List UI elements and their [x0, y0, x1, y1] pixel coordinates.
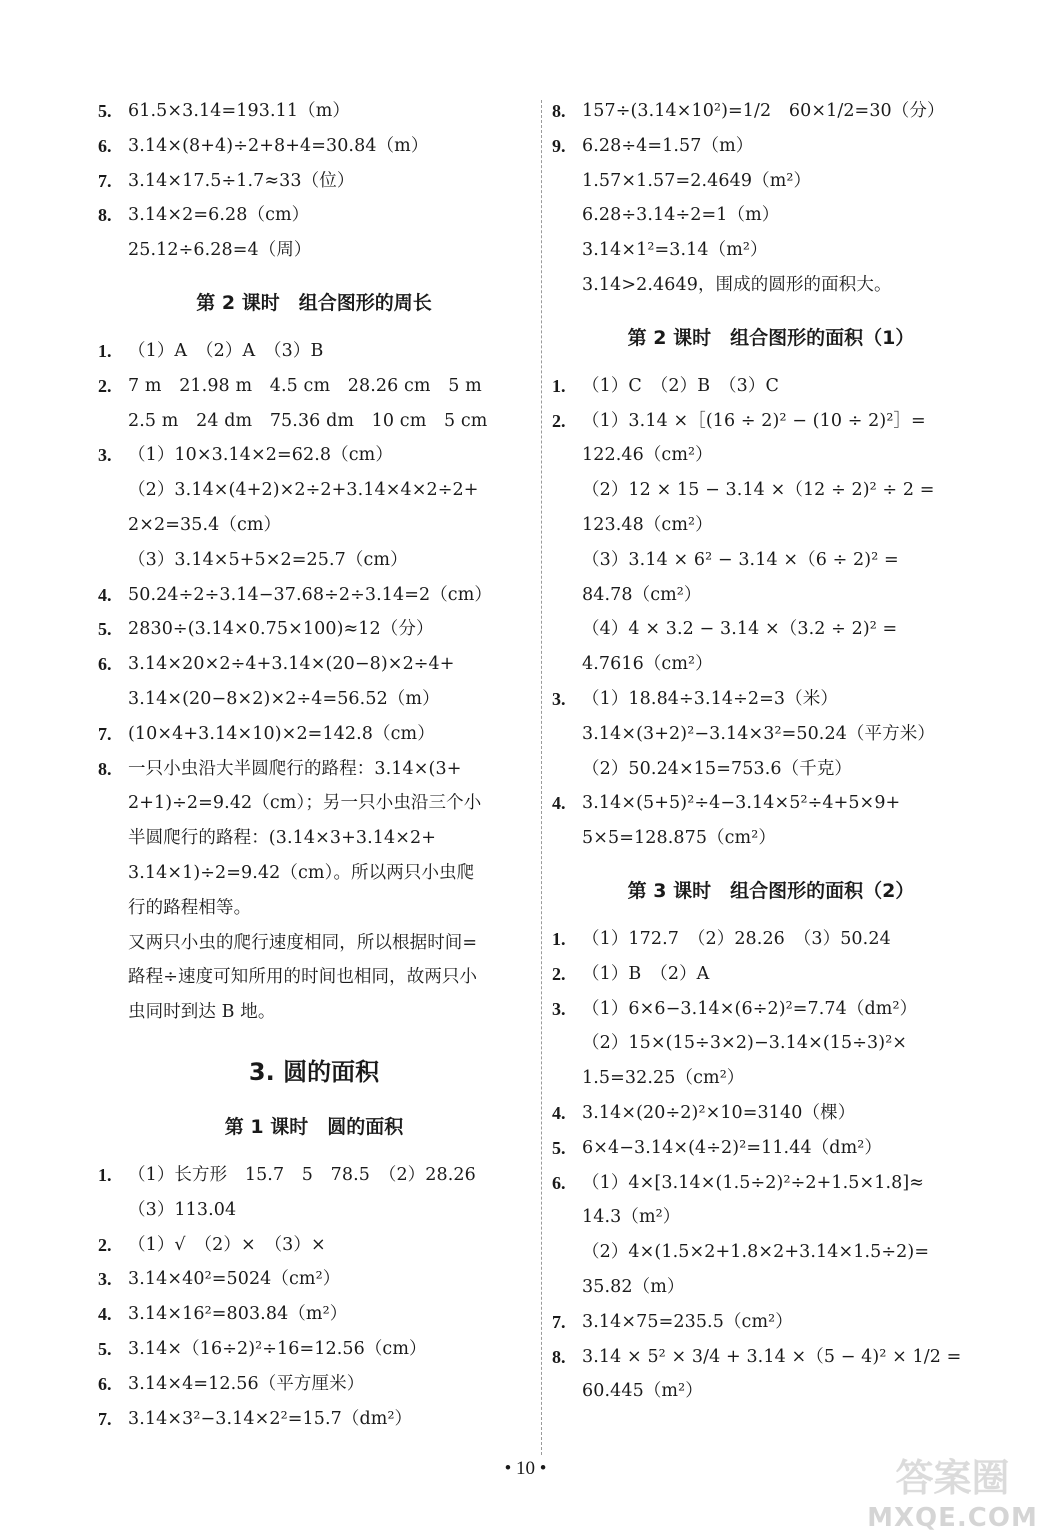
- answer-line: 2+1)÷2=9.42（cm）；另一只小虫沿三个小: [128, 793, 482, 814]
- answer-line: 61.5×3.14=193.11（m）: [128, 101, 350, 121]
- answer-number: 5.: [98, 619, 112, 640]
- answer-lines: [582, 369, 990, 404]
- answer-number: 2.: [98, 1234, 112, 1255]
- answer-line: 3.14>2.4649，围成的圆形的面积大。: [582, 274, 892, 295]
- answer-line: 3.14×75=235.5（cm²）: [582, 1311, 793, 1332]
- answer-line: （1）B （2）A: [582, 963, 710, 984]
- answer-line: 123.48（cm²）: [582, 514, 713, 535]
- answer-item: [98, 334, 530, 369]
- answer-number: 6.: [98, 135, 112, 156]
- answer-lines: [128, 1367, 530, 1402]
- column-divider: [541, 100, 542, 1455]
- answer-number: 1.: [552, 928, 566, 949]
- right-column: [552, 94, 990, 1409]
- answer-line: (10×4+3.14×10)×2=142.8（cm）: [128, 723, 435, 744]
- answer-item: [98, 164, 530, 199]
- answer-number: 5.: [98, 1338, 112, 1359]
- answer-line: 一只小虫沿大半圆爬行的路程：3.14×(3+: [128, 758, 462, 779]
- answer-number: 8.: [98, 205, 112, 226]
- answer-item: [98, 1367, 530, 1402]
- answer-line: （3）113.04: [128, 1199, 237, 1220]
- answer-number: 6.: [552, 1172, 566, 1193]
- answer-line: 122.46（cm²）: [582, 445, 713, 466]
- answer-line: （1）6×6−3.14×(6÷2)²=7.74（dm²）: [582, 998, 918, 1019]
- answer-lines: [582, 992, 990, 1096]
- answer-number: 8.: [552, 101, 566, 121]
- section-heading-composite-area-2: 第 3 课时 组合图形的面积（2）: [627, 879, 915, 902]
- answer-line: 6×4−3.14×(4÷2)²=11.44（dm²）: [582, 1137, 882, 1158]
- left-column: [98, 94, 530, 1436]
- answer-lines: [582, 94, 990, 129]
- answer-item: [98, 647, 530, 717]
- answer-line: 3.14×(5+5)²÷4−3.14×5²÷4+5×9+: [582, 793, 901, 814]
- answer-item: [98, 1262, 530, 1297]
- answer-line: 3.14×(20÷2)²×10=3140（棵）: [582, 1102, 856, 1123]
- answer-lines: [128, 1262, 530, 1297]
- answer-lines: [128, 1297, 530, 1332]
- answer-item: [98, 752, 530, 1030]
- answer-number: 7.: [552, 1311, 566, 1332]
- answer-number: 1.: [98, 1164, 112, 1185]
- answer-item: [552, 1340, 990, 1410]
- answer-line: 3.14×2=6.28（cm）: [128, 205, 310, 226]
- answer-line: 35.82（m）: [582, 1276, 685, 1297]
- answer-line: 60.445（m²）: [582, 1381, 703, 1402]
- answer-line: 3.14×17.5÷1.7≈33（位）: [128, 170, 355, 191]
- answer-number: 5.: [98, 101, 112, 121]
- watermark-text: MXQE.COM: [867, 1503, 1038, 1533]
- answer-line: （2）12 × 15 − 3.14 ×（12 ÷ 2)² ÷ 2 =: [582, 480, 935, 501]
- answer-lines: [128, 578, 530, 613]
- answer-line: 6.28÷4=1.57（m）: [582, 135, 754, 156]
- answer-line: （1）10×3.14×2=62.8（cm）: [128, 445, 393, 466]
- answer-lines: [582, 786, 990, 856]
- answer-line: 3.14×(8+4)÷2+8+4=30.84（m）: [128, 135, 429, 156]
- answer-line: 3.14×20×2÷4+3.14×(20−8)×2÷4+: [128, 654, 455, 675]
- answer-lines: [128, 164, 530, 199]
- answer-number: 3.: [98, 445, 112, 466]
- answer-line: （1）A （2）A （3）B: [128, 340, 324, 361]
- answer-line: 3.14×40²=5024（cm²）: [128, 1269, 341, 1290]
- answer-line: 半圆爬行的路程：(3.14×3+3.14×2+: [128, 828, 436, 849]
- answer-item: [552, 922, 990, 957]
- answer-number: 3.: [552, 688, 566, 709]
- answer-lines: [128, 612, 530, 647]
- answer-line: （4）4 × 3.2 − 3.14 ×（3.2 ÷ 2)² =: [582, 619, 898, 640]
- composite-area-2-items: [552, 922, 990, 1409]
- answer-line: 3.14×1)÷2=9.42（cm）。所以两只小虫爬: [128, 862, 475, 883]
- answer-line: （3）3.14×5+5×2=25.7（cm）: [128, 549, 408, 570]
- answer-lines: [128, 1158, 530, 1228]
- answer-number: 6.: [98, 1373, 112, 1394]
- answer-line: 50.24÷2÷3.14−37.68÷2÷3.14=2（cm）: [128, 584, 493, 605]
- answer-line: 2830÷(3.14×0.75×100)≈12（分）: [128, 619, 434, 640]
- answer-line: 又两只小虫的爬行速度相同，所以根据时间=: [128, 932, 478, 953]
- answer-item: [98, 1332, 530, 1367]
- answer-item: [98, 1158, 530, 1228]
- answer-lines: [582, 404, 990, 682]
- answer-lines: [582, 1166, 990, 1305]
- answer-item: [552, 1166, 990, 1305]
- answer-lines: [128, 1228, 530, 1263]
- answer-item: [98, 1297, 530, 1332]
- answer-lines: [128, 1332, 530, 1367]
- answer-item: [552, 1096, 990, 1131]
- answer-item: [98, 1228, 530, 1263]
- answer-number: 4.: [552, 1102, 566, 1123]
- answer-line: 6.28÷3.14÷2=1（m）: [582, 205, 780, 226]
- answer-number: 9.: [552, 135, 566, 156]
- answer-lines: [128, 369, 530, 439]
- answer-lines: [128, 94, 530, 129]
- answer-line: 虫同时到达 B 地。: [128, 1002, 276, 1023]
- answer-item: [552, 992, 990, 1096]
- answer-lines: [582, 1340, 990, 1410]
- answer-line: 3.14×3²−3.14×2²=15.7（dm²）: [128, 1408, 413, 1429]
- answer-line: 3.14×1²=3.14（m²）: [582, 240, 768, 261]
- answer-line: 2.5 m 24 dm 75.36 dm 10 cm 5 cm: [128, 410, 488, 431]
- answer-lines: [582, 922, 990, 957]
- answer-item: [552, 786, 990, 856]
- section-heading-perimeter: 第 2 课时 组合图形的周长: [196, 291, 432, 314]
- answer-number: 2.: [552, 410, 566, 431]
- right-top-items: [552, 94, 990, 303]
- answer-item: [552, 94, 990, 129]
- answer-item: [552, 369, 990, 404]
- answer-number: 3.: [98, 1269, 112, 1290]
- answer-line: 14.3（m²）: [582, 1207, 681, 1228]
- answer-item: [98, 198, 530, 268]
- answer-lines: [128, 647, 530, 717]
- answer-line: （1）√ （2）× （3）×: [128, 1234, 326, 1255]
- answer-lines: [128, 334, 530, 369]
- answer-item: [98, 1402, 530, 1437]
- answer-lines: [128, 717, 530, 752]
- perimeter-items: [98, 334, 530, 1030]
- answer-line: 3.14 × 5² × 3/4 + 3.14 ×（5 − 4)² × 1/2 =: [582, 1346, 962, 1367]
- answer-number: 5.: [552, 1137, 566, 1158]
- answer-line: （1）172.7 （2）28.26 （3）50.24: [582, 928, 891, 949]
- answer-lines: [582, 1131, 990, 1166]
- answer-number: 4.: [552, 793, 566, 814]
- answer-lines: [582, 957, 990, 992]
- answer-line: 3.14×4=12.56（平方厘米）: [128, 1373, 365, 1394]
- answer-line: 3.14×(3+2)²−3.14×3²=50.24（平方米）: [582, 723, 935, 744]
- answer-lines: [582, 682, 990, 786]
- answer-item: [98, 612, 530, 647]
- composite-area-1-items: [552, 369, 990, 856]
- answer-line: 路程÷速度可知所用的时间也相同，故两只小: [128, 967, 478, 988]
- answer-item: [552, 1131, 990, 1166]
- answer-line: （1）18.84÷3.14÷2=3（米）: [582, 688, 838, 709]
- answer-line: 5×5=128.875（cm²）: [582, 828, 776, 849]
- watermark-art: 答案圈: [895, 1456, 1010, 1500]
- answer-number: 8.: [98, 758, 112, 779]
- answer-number: 2.: [552, 963, 566, 984]
- answer-line: （1）长方形 15.7 5 78.5 （2）28.26: [128, 1164, 476, 1185]
- answer-line: 1.57×1.57=2.4649（m²）: [582, 170, 812, 191]
- answer-lines: [582, 1096, 990, 1131]
- answer-number: 2.: [98, 375, 112, 396]
- answer-line: （1）4×[3.14×(1.5÷2)²÷2+1.5×1.8]≈: [582, 1172, 925, 1193]
- circle-area-items: [98, 1158, 530, 1436]
- answer-lines: [128, 752, 530, 1030]
- answer-line: 3.14×16²=803.84（m²）: [128, 1304, 348, 1325]
- answer-line: 84.78（cm²）: [582, 584, 702, 605]
- answer-line: 4.7616（cm²）: [582, 654, 713, 675]
- answer-number: 1.: [98, 340, 112, 361]
- answer-line: 7 m 21.98 m 4.5 cm 28.26 cm 5 m: [128, 375, 482, 396]
- answer-line: （3）3.14 × 6² − 3.14 ×（6 ÷ 2)² =: [582, 549, 899, 570]
- answer-item: [552, 682, 990, 786]
- answer-number: 7.: [98, 1408, 112, 1429]
- answer-number: 7.: [98, 723, 112, 744]
- answer-line: （2）4×(1.5×2+1.8×2+3.14×1.5÷2)=: [582, 1242, 930, 1263]
- answer-item: [98, 94, 530, 129]
- answer-line: 157÷(3.14×10²)=1/2 60×1/2=30（分）: [582, 101, 945, 121]
- answer-line: （2）15×(15÷3×2)−3.14×(15÷3)²×: [582, 1033, 908, 1054]
- answer-number: 7.: [98, 170, 112, 191]
- answer-item: [98, 129, 530, 164]
- answer-item: [98, 369, 530, 439]
- watermark-logo: [860, 1455, 1045, 1533]
- answer-number: 4.: [98, 1304, 112, 1325]
- answer-line: 25.12÷6.28=4（周）: [128, 240, 312, 261]
- answer-line: （2）50.24×15=753.6（千克）: [582, 758, 853, 779]
- answer-line: 2×2=35.4（cm）: [128, 514, 282, 535]
- answer-item: [98, 438, 530, 577]
- answer-item: [552, 957, 990, 992]
- answer-item: [552, 1305, 990, 1340]
- answer-line: （1）C （2）B （3）C: [582, 375, 779, 396]
- answer-number: 6.: [98, 654, 112, 675]
- answer-line: 3.14×(20−8×2)×2÷4=56.52（m）: [128, 688, 440, 709]
- answer-item: [552, 129, 990, 303]
- answer-number: 1.: [552, 375, 566, 396]
- answer-item: [98, 717, 530, 752]
- answer-lines: [582, 1305, 990, 1340]
- chapter-heading-circle-area: 3. 圆的面积: [248, 1057, 380, 1086]
- page-number: • 10 •: [504, 1458, 547, 1479]
- answer-line: （2）3.14×(4+2)×2÷2+3.14×4×2÷2+: [128, 480, 479, 501]
- section-heading-circle-area: 第 1 课时 圆的面积: [224, 1115, 404, 1138]
- answer-lines: [128, 198, 530, 268]
- answer-line: （1）3.14 ×［(16 ÷ 2)² − (10 ÷ 2)²］=: [582, 410, 926, 431]
- answer-item: [98, 578, 530, 613]
- answer-number: 3.: [552, 998, 566, 1019]
- answer-number: 4.: [98, 584, 112, 605]
- section-heading-composite-area-1: 第 2 课时 组合图形的面积（1）: [627, 326, 915, 349]
- answer-item: [552, 404, 990, 682]
- answer-lines: [582, 129, 990, 303]
- left-top-items: [98, 94, 530, 268]
- answer-line: 行的路程相等。: [128, 897, 252, 918]
- answer-line: 3.14×（16÷2)²÷16=12.56（cm）: [128, 1338, 427, 1359]
- answer-lines: [128, 129, 530, 164]
- answer-lines: [128, 1402, 530, 1437]
- answer-line: 1.5=32.25（cm²）: [582, 1068, 745, 1089]
- answer-lines: [128, 438, 530, 577]
- answer-number: 8.: [552, 1346, 566, 1367]
